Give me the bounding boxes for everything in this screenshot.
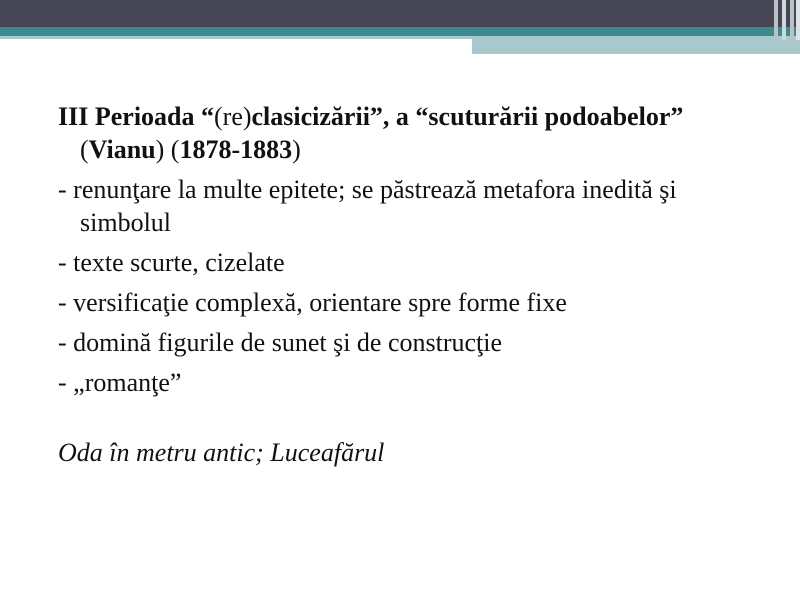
bullet-item: - versificaţie complexă, orientare spre forme fixe bbox=[58, 288, 567, 317]
header-band-light-left bbox=[0, 36, 472, 39]
header-stripe bbox=[796, 0, 800, 40]
heading-text-1: III Perioada “ bbox=[58, 102, 214, 131]
heading-text-4: ( bbox=[80, 135, 89, 164]
heading-text-2: (re) bbox=[214, 102, 252, 131]
heading-text-6: ) ( bbox=[155, 135, 180, 164]
slide-body bbox=[58, 100, 758, 476]
header-stripe bbox=[774, 0, 778, 40]
heading-text-3: clasicizării”, a “scuturării podoabelor” bbox=[251, 102, 684, 131]
heading-text-7: 1878-1883 bbox=[179, 135, 293, 164]
bullet-item: - „romanţe” bbox=[58, 368, 182, 397]
spacer bbox=[58, 406, 758, 436]
header-band-light-right bbox=[472, 36, 800, 54]
bullet-item: - renunţare la multe epitete; se păstrează metafora inedită şi simbolul bbox=[58, 175, 677, 237]
heading-text-8: ) bbox=[292, 135, 301, 164]
slide-heading bbox=[58, 100, 758, 166]
header-stripe bbox=[782, 0, 786, 40]
bullet-item: - texte scurte, cizelate bbox=[58, 248, 285, 277]
header-stripes bbox=[770, 0, 800, 54]
header-band-teal bbox=[0, 27, 800, 36]
heading-text-5: Vianu bbox=[88, 135, 156, 164]
header-band-dark bbox=[0, 0, 800, 27]
header-stripe bbox=[790, 0, 794, 40]
bullet-item: - domină figurile de sunet şi de construcţie bbox=[58, 328, 503, 357]
examples-line: Oda în metru antic; Luceafărul bbox=[58, 438, 385, 467]
